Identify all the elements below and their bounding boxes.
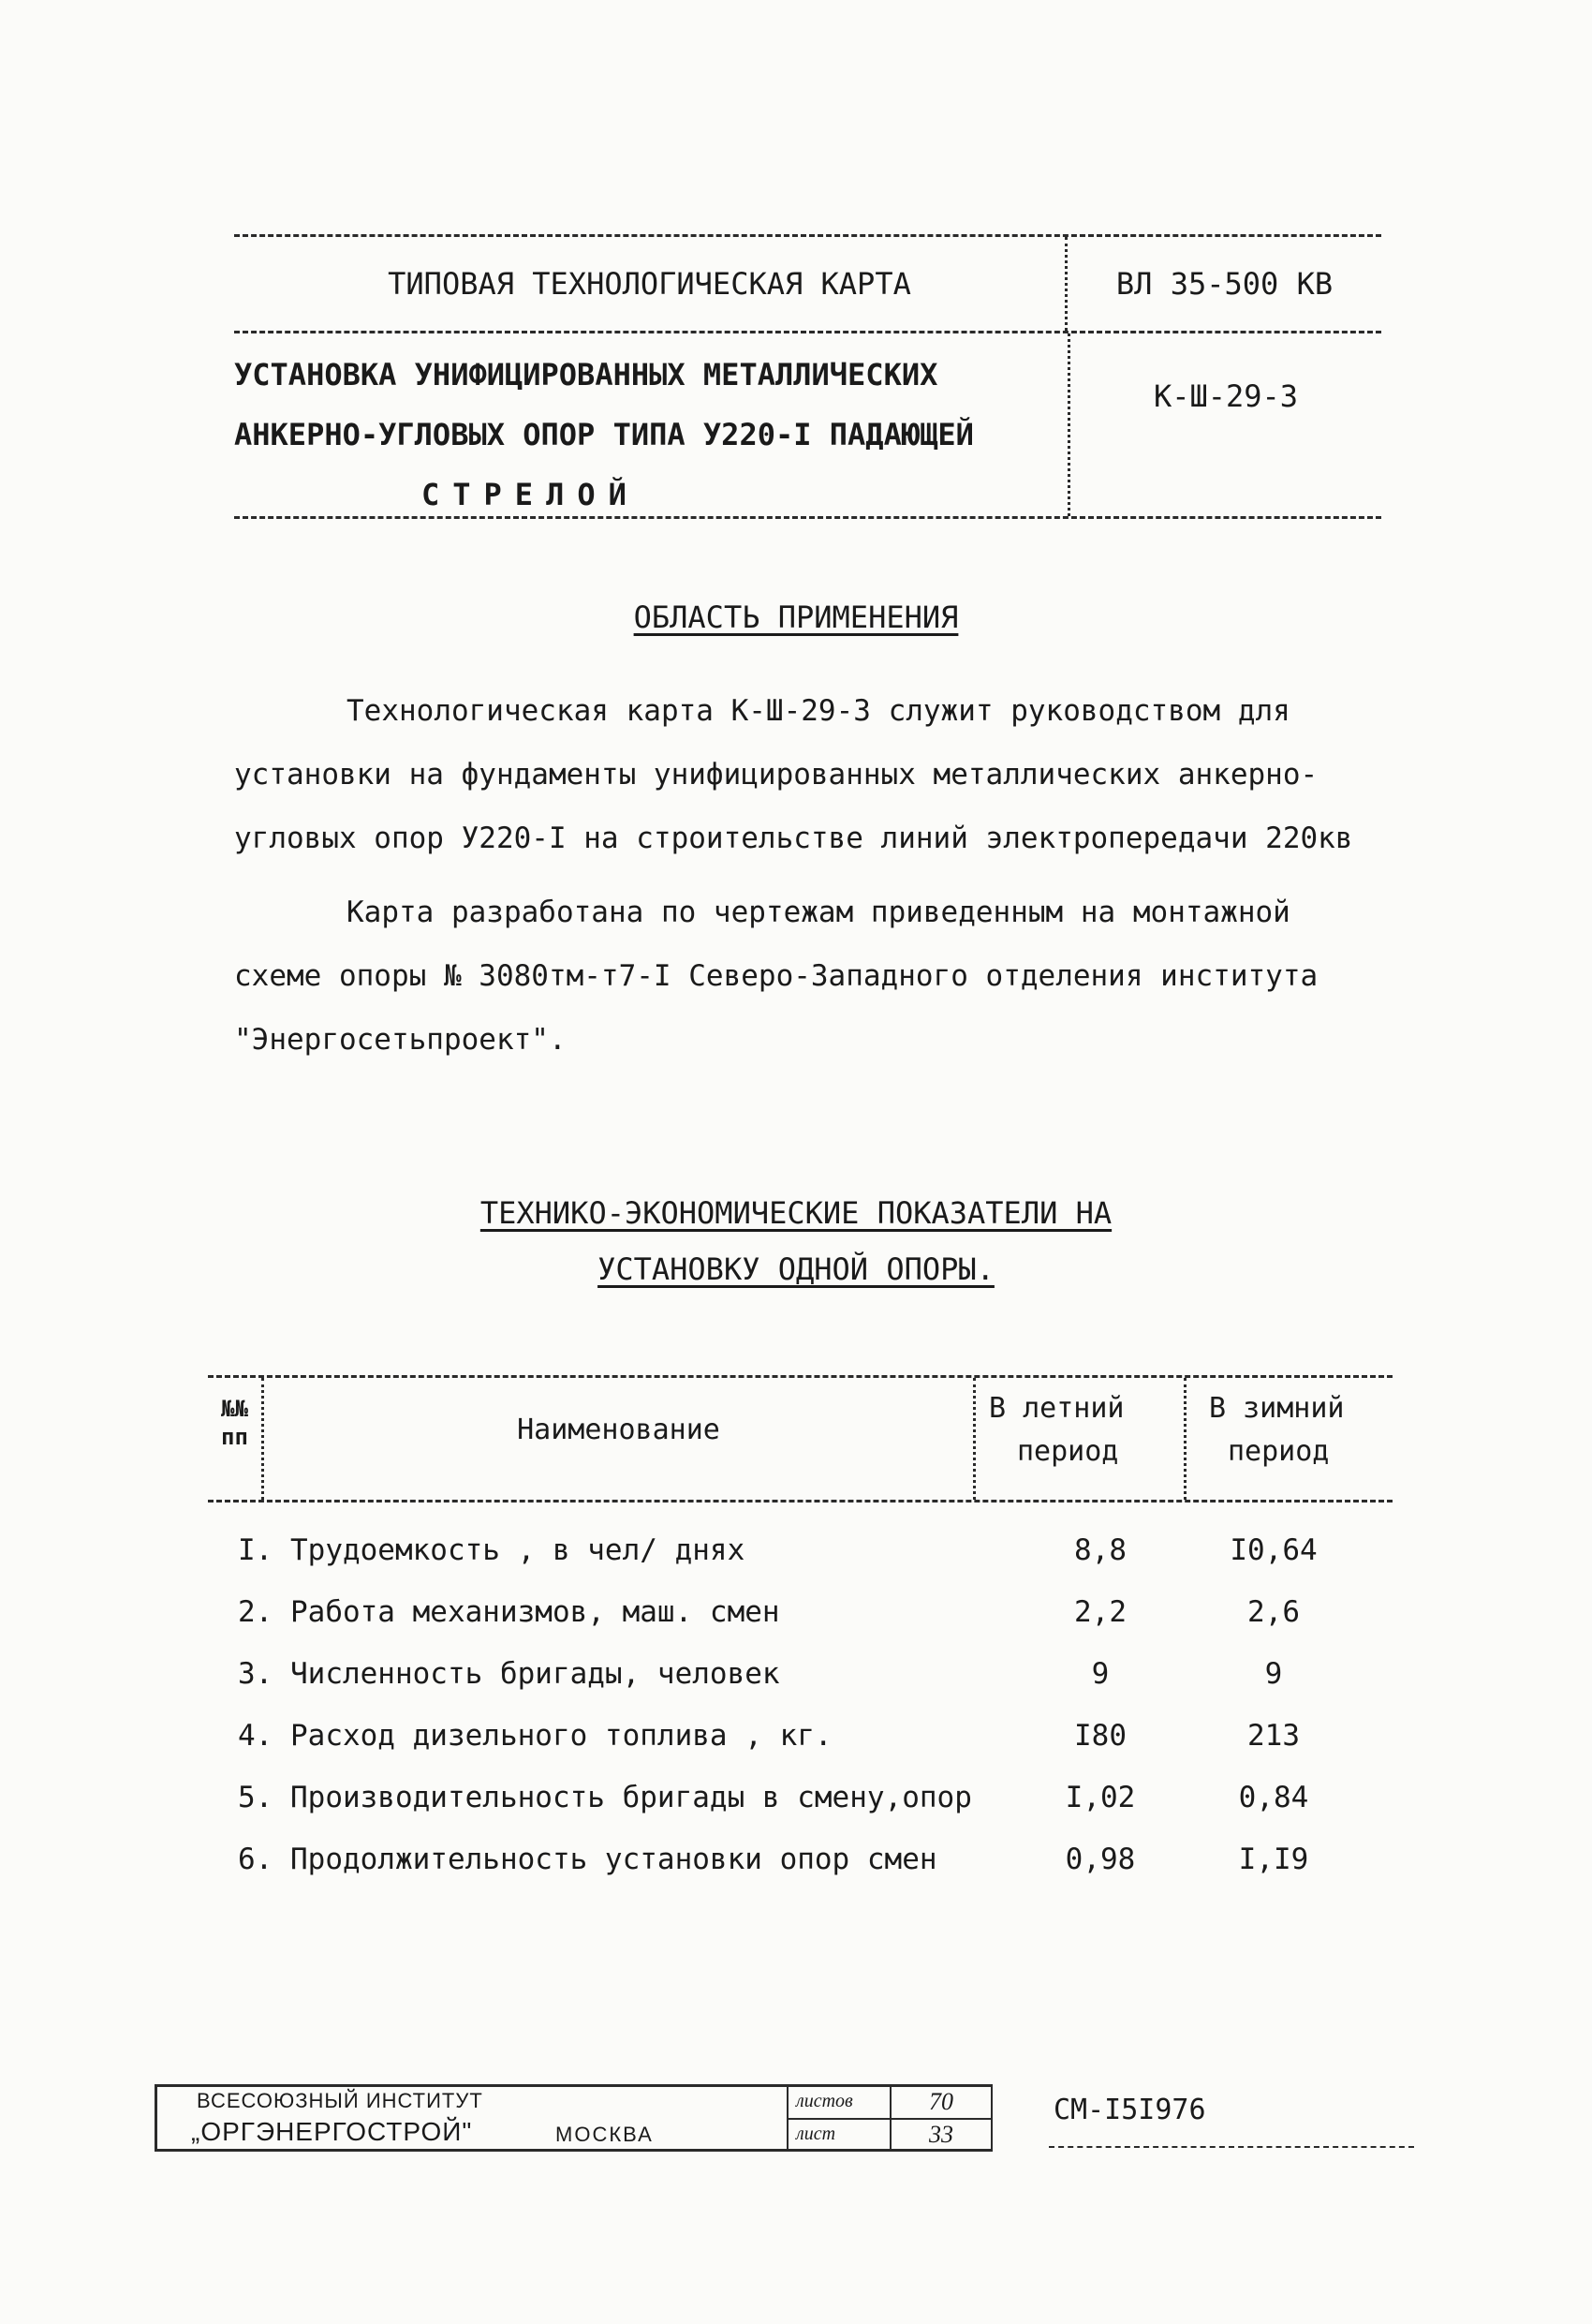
- catalog-code: СМ-I5I976: [1054, 2094, 1206, 2126]
- row-winter: 0,84: [1238, 1781, 1309, 1814]
- scope-paragraph: Технологическая карта К-Ш-29-3 служит руководством для установки на фундаменты унифицированных металлических анкерно-угловых опор У220-I на строительстве линий электропередачи 220кв: [234, 694, 1353, 855]
- indicators-table: [208, 1375, 1393, 1890]
- sheet-label: лист: [789, 2120, 892, 2151]
- row-summer: I80: [1074, 1719, 1127, 1753]
- column-header-summer-line: В летний: [989, 1392, 1125, 1425]
- table-header: [208, 1375, 1393, 1502]
- table-row: [208, 1767, 1393, 1828]
- row-winter: 213: [1247, 1719, 1300, 1753]
- scope-paragraph: Карта разработана по чертежам приведенным на монтажной схеме опоры № 3080тм-т7-I Северо-Западного отделения института "Энергосетьпроект".: [234, 896, 1319, 1057]
- sheets-label: листов: [789, 2087, 892, 2118]
- column-header-summer: [976, 1378, 1187, 1500]
- sheet-value: 33: [892, 2120, 993, 2151]
- row-summer: 8,8: [1074, 1533, 1127, 1567]
- series-code: ВЛ 35-500 КВ: [1065, 237, 1381, 331]
- table-row: [208, 1581, 1393, 1643]
- indicators-heading-line: ТЕХНИКО-ЭКОНОМИЧЕСКИЕ ПОКАЗАТЕЛИ НА: [479, 1195, 1113, 1231]
- indicators-heading: [0, 1185, 1592, 1297]
- row-name: 3. Численность бригады, человек: [238, 1657, 780, 1691]
- title-line: СТРЕЛОЙ: [421, 477, 640, 512]
- row-winter: I0,64: [1230, 1533, 1318, 1567]
- row-summer: 0,98: [1065, 1843, 1136, 1876]
- column-header-name: Наименование: [264, 1378, 976, 1500]
- title-line: УСТАНОВКА УНИФИЦИРОВАННЫХ МЕТАЛЛИЧЕСКИХ: [234, 357, 938, 392]
- row-name: I. Трудоемкость , в чел/ днях: [238, 1533, 745, 1567]
- row-summer: 9: [1091, 1657, 1110, 1691]
- row-name: 5. Производительность бригады в смену,опор: [238, 1781, 972, 1814]
- title-line: АНКЕРНО-УГЛОВЫХ ОПОР ТИПА У220-I ПАДАЮЩЕЙ: [234, 417, 974, 452]
- table-row: [208, 1705, 1393, 1767]
- row-winter: 9: [1264, 1657, 1283, 1691]
- doc-type: ТИПОВАЯ ТЕХНОЛОГИЧЕСКАЯ КАРТА: [388, 266, 911, 302]
- column-header-summer-line: период: [1017, 1435, 1119, 1468]
- row-winter: 2,6: [1247, 1595, 1300, 1629]
- column-header-winter: [1187, 1378, 1393, 1500]
- table-body: [208, 1502, 1393, 1890]
- table-row: [208, 1519, 1393, 1581]
- row-winter: I,I9: [1238, 1843, 1309, 1876]
- row-name: 2. Работа механизмов, маш. смен: [238, 1595, 780, 1629]
- footer-stamp: [155, 2084, 1409, 2148]
- card-code: К-Ш-29-3: [1068, 333, 1381, 516]
- organization-box: [155, 2084, 789, 2152]
- column-header-winter-line: В зимний: [1209, 1392, 1345, 1425]
- column-header-winter-line: период: [1228, 1435, 1330, 1468]
- row-summer: I,02: [1065, 1781, 1136, 1814]
- organization-line: ВСЕСОЮЗНЫЙ ИНСТИТУТ: [197, 2089, 483, 2112]
- row-name: 4. Расход дизельного топлива , кг.: [238, 1719, 833, 1753]
- document-title: [234, 333, 1068, 516]
- sheets-value: 70: [892, 2087, 993, 2118]
- table-row: [208, 1828, 1393, 1890]
- indicators-heading-line: УСТАНОВКУ ОДНОЙ ОПОРЫ.: [597, 1251, 995, 1287]
- divider: [1049, 2146, 1414, 2148]
- table-row: [208, 1643, 1393, 1705]
- row-summer: 2,2: [1074, 1595, 1127, 1629]
- column-header-no: №№ пп: [208, 1378, 264, 1500]
- title-block: [234, 234, 1381, 519]
- sheet-info: [787, 2084, 993, 2152]
- row-name: 6. Продолжительность установки опор смен: [238, 1843, 937, 1876]
- scope-heading: ОБЛАСТЬ ПРИМЕНЕНИЯ: [633, 600, 959, 635]
- city: МОСКВА: [555, 2123, 654, 2146]
- organization-name: „ОРГЭНЕРГОСТРОЙ": [191, 2117, 473, 2146]
